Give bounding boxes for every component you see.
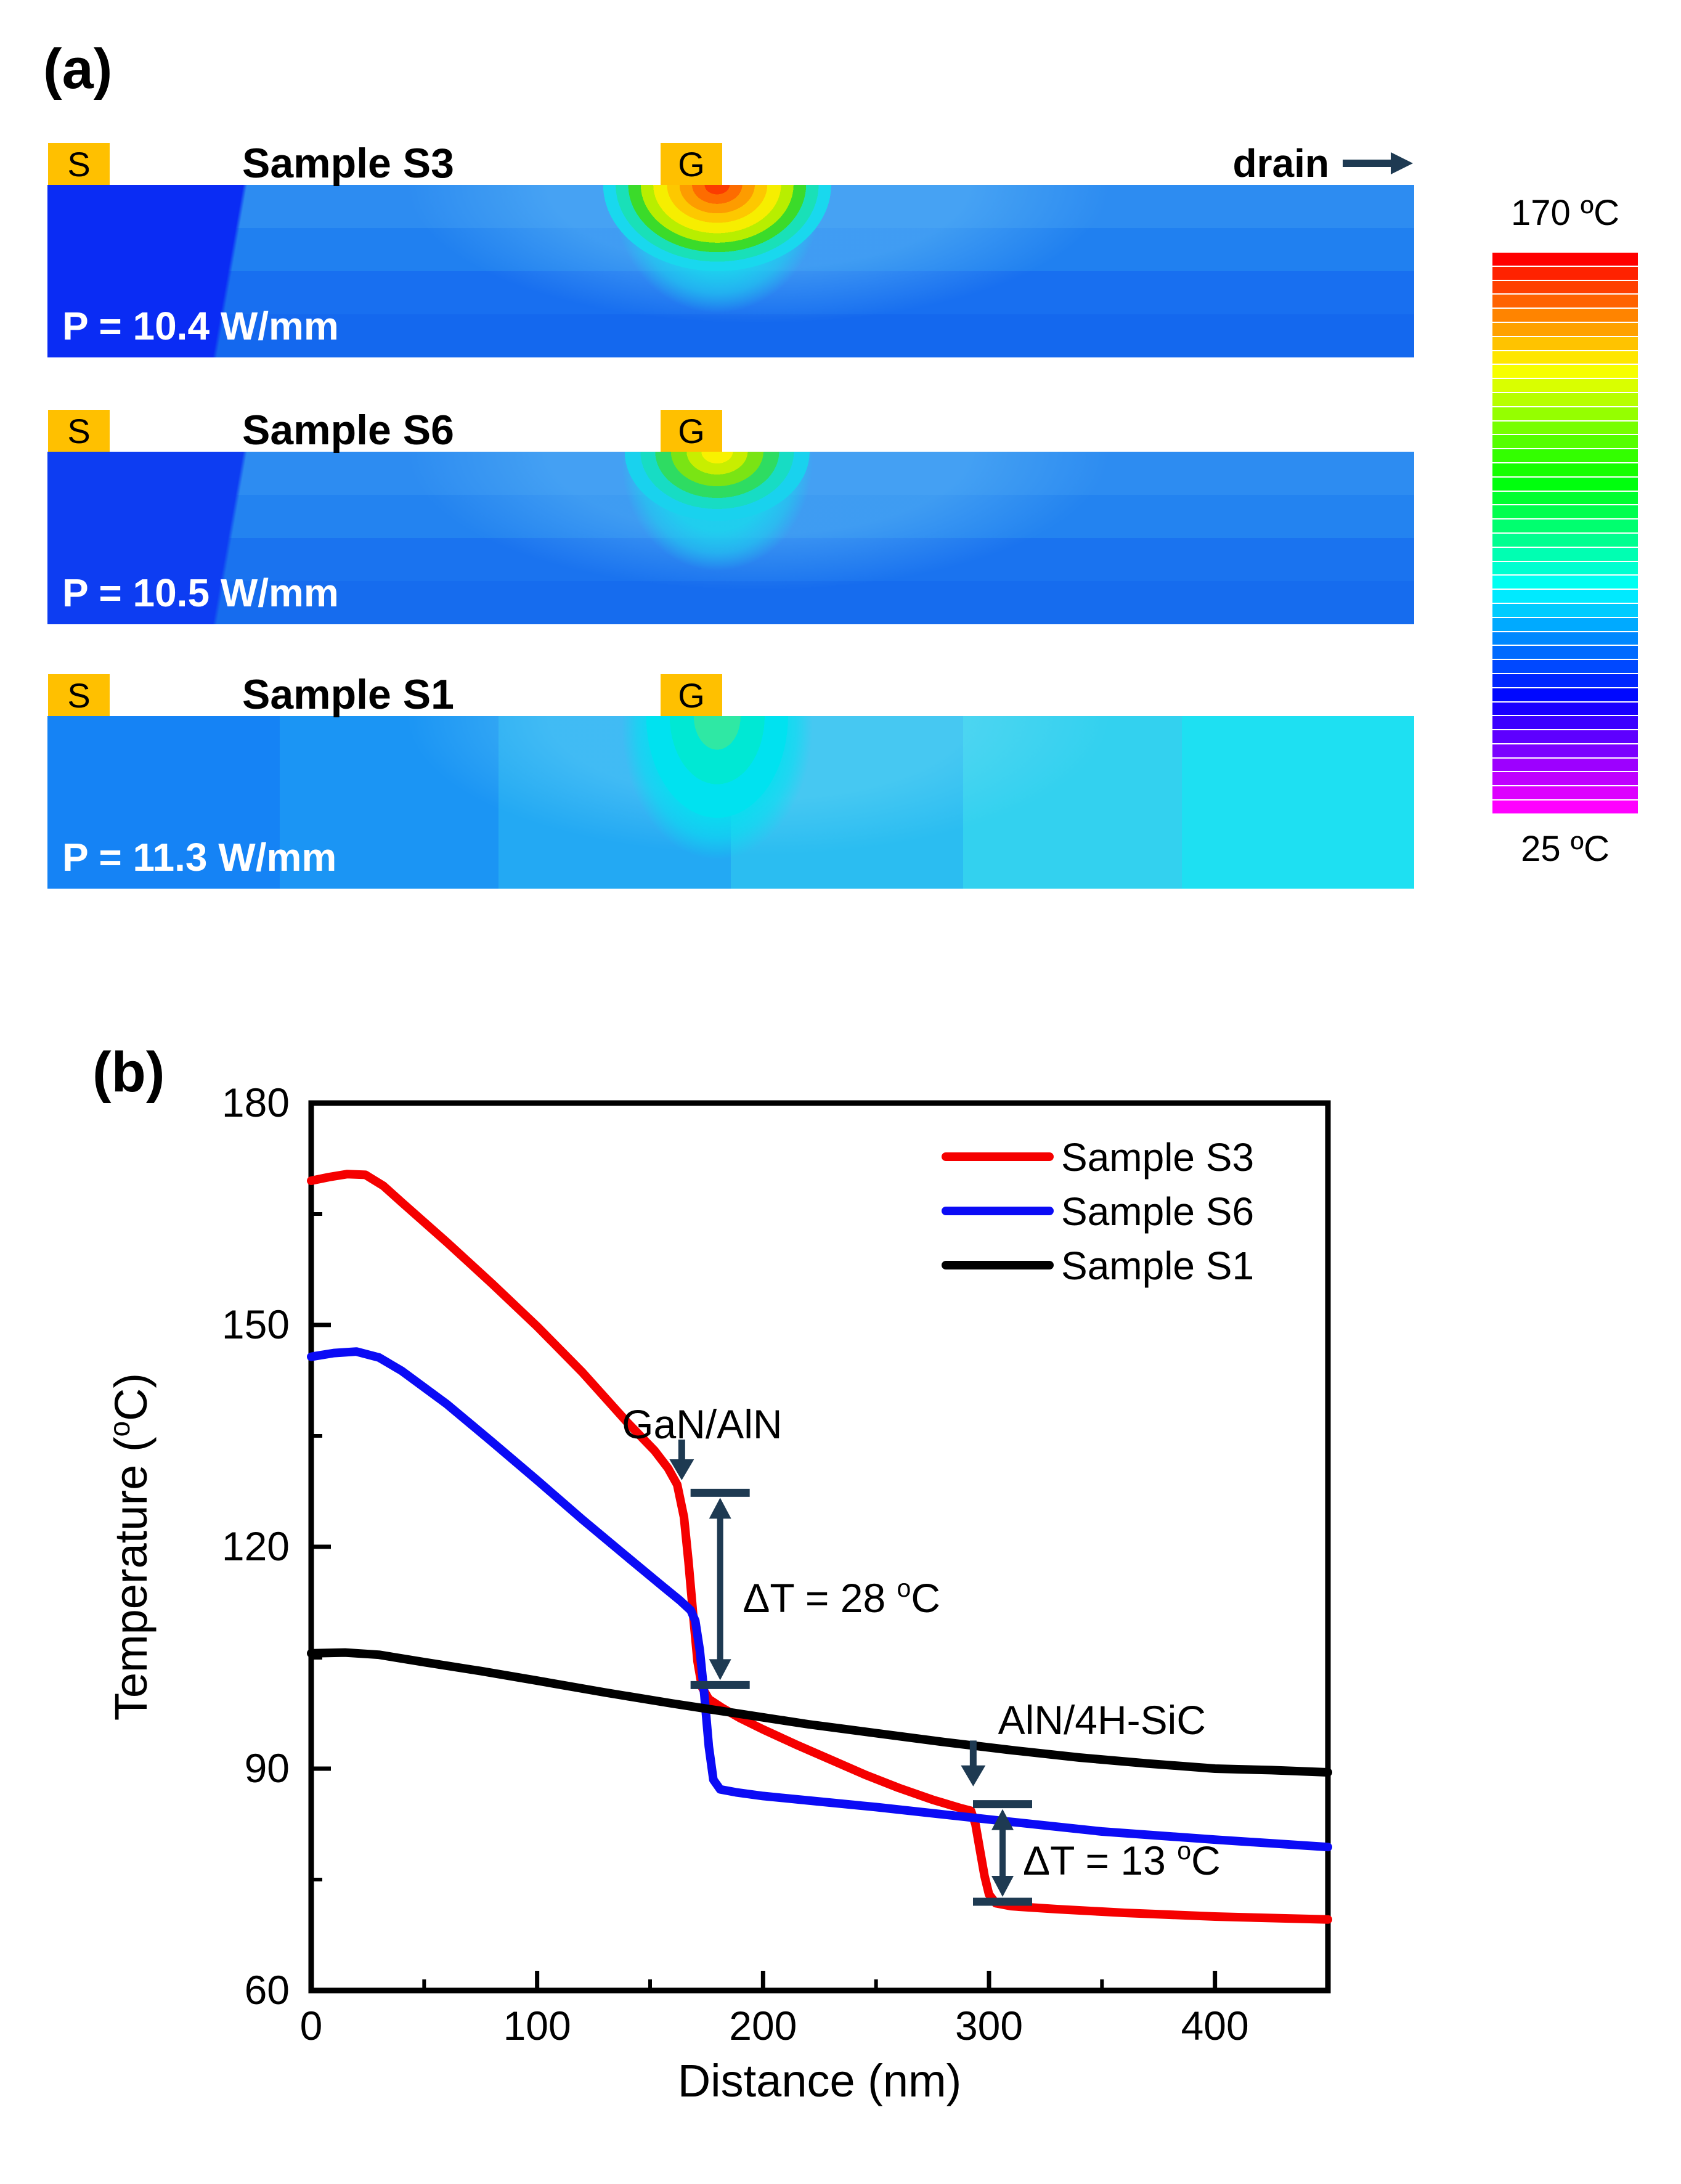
colorbar-segment xyxy=(1492,379,1638,392)
annotation-gan-aln-label: GaN/AlN xyxy=(622,1401,783,1447)
x-tick-label: 200 xyxy=(729,2003,797,2048)
colorbar-segment xyxy=(1492,281,1638,294)
colorbar-segment xyxy=(1492,407,1638,420)
colorbar-segment xyxy=(1492,463,1638,476)
colorbar-segment xyxy=(1492,618,1638,631)
panel-a-label: (a) xyxy=(43,38,113,100)
gate-contact xyxy=(661,143,722,185)
colorbar-segment xyxy=(1492,786,1638,799)
colorbar-segment xyxy=(1492,660,1638,673)
x-tick-label: 100 xyxy=(503,2003,571,2048)
annotation-dt13-label: ΔT = 13 $^o$C xyxy=(1023,1836,1221,1883)
colorbar-segment xyxy=(1492,604,1638,617)
colorbar-segment xyxy=(1492,520,1638,532)
colorbar-segment xyxy=(1492,351,1638,364)
colorbar-segment xyxy=(1492,801,1638,813)
source-contact-label: S xyxy=(67,675,91,715)
annotation-aln-sic-label: AlN/4H-SiC xyxy=(998,1697,1207,1743)
colorbar-segment xyxy=(1492,716,1638,729)
panel-b-label: (b) xyxy=(92,1041,165,1104)
source-contact-label: S xyxy=(67,144,91,184)
colorbar-segment xyxy=(1492,730,1638,743)
temperature-profile-chart xyxy=(0,1017,1681,2184)
power-label-s6: P = 10.5 W/mm xyxy=(62,571,339,615)
source-contact xyxy=(48,674,110,716)
delta-arrow-down-head xyxy=(991,1876,1014,1897)
colorbar-segment xyxy=(1492,632,1638,645)
colorbar-segment xyxy=(1492,267,1638,280)
gate-contact xyxy=(661,410,722,452)
x-tick-label: 400 xyxy=(1181,2003,1249,2048)
source-contact xyxy=(48,143,110,185)
x-tick-label: 0 xyxy=(299,2003,323,2048)
colorbar-segment xyxy=(1492,548,1638,561)
colorbar-segment xyxy=(1492,759,1638,772)
colorbar-segment xyxy=(1492,744,1638,757)
temperature-colorbar xyxy=(1492,253,1638,813)
power-label-s1: P = 11.3 W/mm xyxy=(62,835,337,879)
colorbar-segment xyxy=(1492,295,1638,308)
colorbar-segment xyxy=(1492,772,1638,785)
colorbar-segment xyxy=(1492,492,1638,505)
colorbar-segment xyxy=(1492,253,1638,266)
colorbar-segment xyxy=(1492,674,1638,687)
legend-label-2: Sample S6 xyxy=(1061,1189,1255,1234)
power-label-s3: P = 10.4 W/mm xyxy=(62,304,339,348)
colorbar-segment xyxy=(1492,323,1638,336)
thermal-map-sample-s3 xyxy=(47,140,1414,357)
colorbar-max-label: 170 ºC xyxy=(1511,193,1619,233)
y-tick-label: 120 xyxy=(221,1523,290,1569)
gate-contact xyxy=(661,674,722,716)
colorbar-segment xyxy=(1492,393,1638,406)
gate-contact-label: G xyxy=(678,144,705,184)
x-axis-title: Distance (nm) xyxy=(677,2055,962,2106)
y-tick-label: 150 xyxy=(221,1302,290,1347)
colorbar-segment xyxy=(1492,337,1638,350)
colorbar-segment xyxy=(1492,478,1638,491)
colorbar-segment xyxy=(1492,365,1638,378)
map-title-s1: Sample S1 xyxy=(242,671,454,718)
drain-label: drain xyxy=(1232,141,1329,185)
y-tick-label: 90 xyxy=(244,1745,290,1791)
y-tick-label: 180 xyxy=(221,1080,290,1125)
colorbar-segment xyxy=(1492,576,1638,589)
x-tick-label: 300 xyxy=(954,2003,1024,2048)
legend-label-3: Sample S1 xyxy=(1061,1244,1255,1288)
colorbar-segment xyxy=(1492,562,1638,575)
thermal-map-sample-s6 xyxy=(47,407,1414,624)
delta-arrow-up-head xyxy=(709,1497,731,1518)
source-contact-label: S xyxy=(67,411,91,450)
y-tick-label: 60 xyxy=(244,1967,290,2013)
gate-contact-label: G xyxy=(678,411,705,450)
colorbar-segment xyxy=(1492,703,1638,715)
colorbar-segment xyxy=(1492,309,1638,322)
colorbar-segment xyxy=(1492,590,1638,603)
colorbar-segment xyxy=(1492,688,1638,701)
drain-arrow-icon xyxy=(1340,150,1414,177)
map-title-s6: Sample S6 xyxy=(242,407,454,454)
gate-contact-label: G xyxy=(678,675,705,715)
colorbar-segment xyxy=(1492,534,1638,547)
y-axis-title: Temperature ($^o$C) xyxy=(103,1372,157,1721)
drain-indicator xyxy=(1233,141,1414,186)
legend-label-1: Sample S3 xyxy=(1061,1135,1255,1180)
thermal-map-sample-s1 xyxy=(47,671,1414,889)
colorbar-min-label: 25 ºC xyxy=(1521,829,1610,869)
map-title-s3: Sample S3 xyxy=(242,140,454,187)
delta-arrow-down-head xyxy=(709,1659,731,1680)
colorbar-segment xyxy=(1492,646,1638,659)
annotation-dt28-label: ΔT = 28 $^o$C xyxy=(743,1573,941,1621)
colorbar-segment xyxy=(1492,435,1638,448)
colorbar-segment xyxy=(1492,422,1638,434)
colorbar-segment xyxy=(1492,449,1638,462)
colorbar-segment xyxy=(1492,505,1638,518)
source-contact xyxy=(48,410,110,452)
annotation-arrow-head xyxy=(961,1766,985,1787)
